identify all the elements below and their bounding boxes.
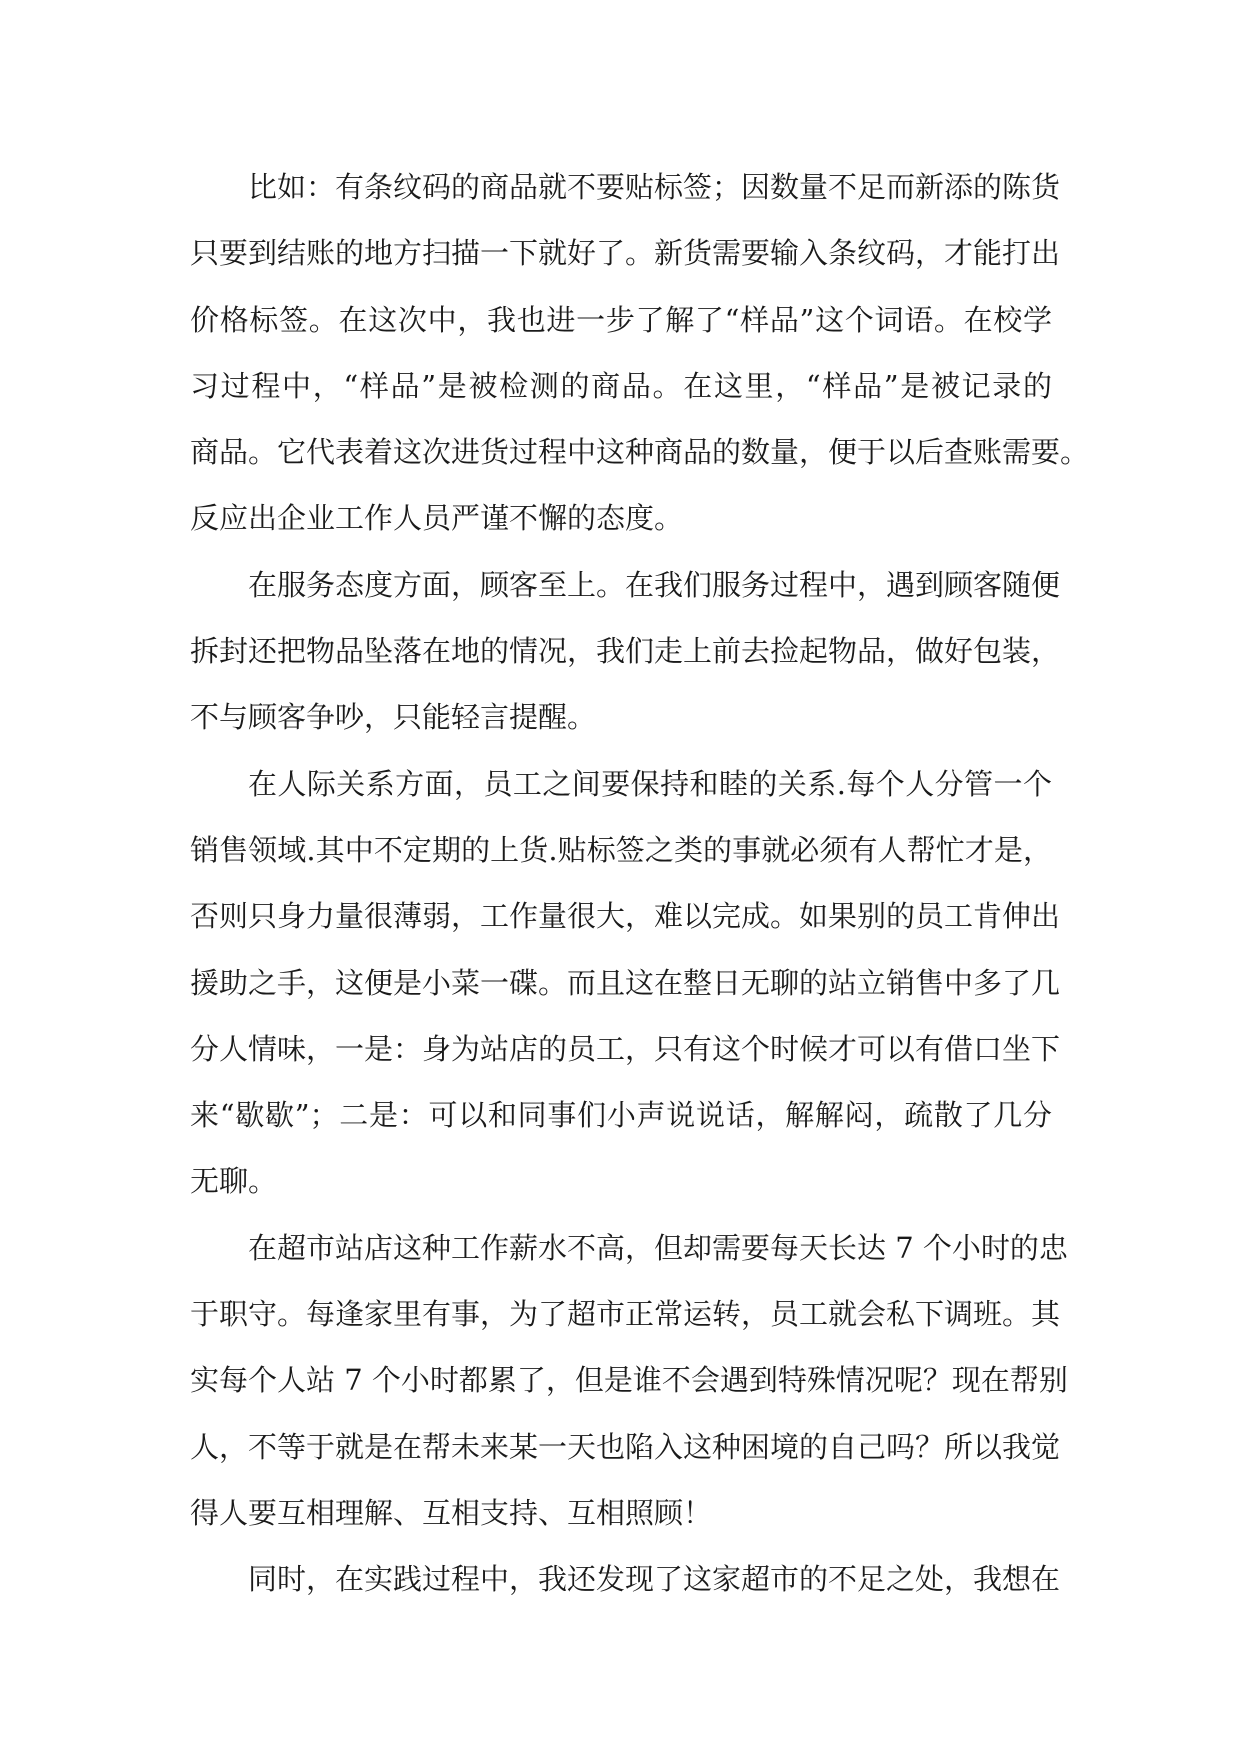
text-line: 比如：有条纹码的商品就不要贴标签；因数量不足而新添的陈货 <box>248 170 1061 204</box>
text-line: 商品。它代表着这次进货过程中这种商品的数量，便于以后查账需要。 <box>190 435 1090 470</box>
text-line: 人，不等于就是在帮未来某一天也陷入这种困境的自己吗？所以我觉 <box>190 1429 1061 1464</box>
text-line: 援助之手，这便是小菜一碟。而且这在整日无聊的站立销售中多了几 <box>190 965 1061 1000</box>
text-line: 分人情味，一是：身为站店的员工，只有这个时候才可以有借口坐下 <box>190 1031 1061 1066</box>
text-line: 不与顾客争吵，只能轻言提醒。 <box>190 700 597 735</box>
text-line: 于职守。每逢家里有事，为了超市正常运转，员工就会私下调班。其 <box>190 1297 1061 1332</box>
text-line: 在服务态度方面，顾客至上。在我们服务过程中，遇到顾客随便 <box>248 567 1061 602</box>
text-line: 同时，在实践过程中，我还发现了这家超市的不足之处，我想在 <box>248 1562 1061 1597</box>
document-body <box>190 154 1090 1613</box>
text-line: 在超市站店这种工作薪水不高，但却需要每天长达 7 个小时的忠 <box>248 1230 1068 1265</box>
text-line: 只要到结账的地方扫描一下就好了。新货需要输入条纹码，才能打出 <box>190 236 1061 271</box>
text-line: 得人要互相理解、互相支持、互相照顾！ <box>190 1495 713 1530</box>
text-line: 否则只身力量很薄弱，工作量很大，难以完成。如果别的员工肯伸出 <box>190 899 1061 934</box>
text-line: 反应出企业工作人员严谨不懈的态度。 <box>190 501 684 536</box>
text-line: 实每个人站 7 个小时都累了，但是谁不会遇到特殊情况呢？现在帮别 <box>190 1363 1068 1398</box>
text-line: 无聊。 <box>190 1164 278 1199</box>
text-line: 拆封还把物品坠落在地的情况，我们走上前去捡起物品，做好包装， <box>190 634 1061 669</box>
text-line: 来“歇歇”；二是：可以和同事们小声说说话，解解闷，疏散了几分 <box>190 1098 1052 1133</box>
text-line: 销售领域.其中不定期的上货.贴标签之类的事就必须有人帮忙才是， <box>190 832 1052 867</box>
text-line: 习过程中，“样品”是被检测的商品。在这里，“样品”是被记录的 <box>190 368 1052 403</box>
text-line: 价格标签。在这次中，我也进一步了解了“样品”这个词语。在校学 <box>190 302 1052 337</box>
text-line: 在人际关系方面，员工之间要保持和睦的关系.每个人分管一个 <box>248 766 1052 801</box>
